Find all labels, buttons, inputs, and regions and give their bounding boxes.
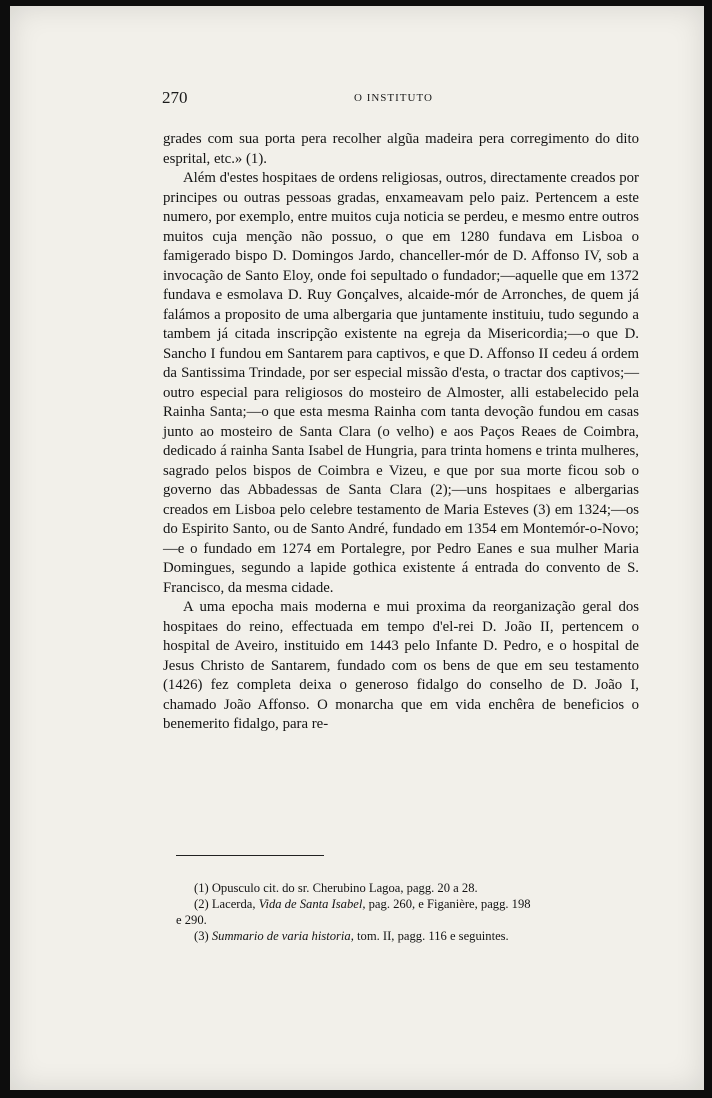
paragraph-later-epoch: A uma epocha mais moderna e mui proxima da reorganização geral dos hospitaes do reino, effectuada em tempo d'el-rei D. João II, pertencem o hospital de Aveiro, instituido em 1443 pelo Infante D. Pedro, e o hospital de Jesus Christo de Santarem, fundado com os bens de que em seu testamento (1426) fez completa deixa o generoso fidalgo do conselho de D. João I, chamado João Affonso. O monarcha que em vida enchêra de beneficios o benemerito fidalgo, para re- bbox=[163, 599, 639, 732]
footnote-2-prefix: (2) Lacerda, bbox=[194, 897, 259, 911]
footnote-3-prefix: (3) bbox=[194, 929, 212, 943]
paragraph-continuation: grades com sua porta pera recolher algũa madeira pera corregimento do dito esprital, etc.» (1). bbox=[163, 131, 639, 167]
book-page bbox=[10, 6, 704, 1090]
footnote-2-suffix: pag. 260, e Figanière, pagg. 198 bbox=[365, 897, 531, 911]
footnote-2-continuation: e 290. bbox=[176, 913, 207, 927]
footnote-2-title: Vida de Santa Isabel, bbox=[258, 897, 366, 911]
footnote-1: (1) Opusculo cit. do sr. Cherubino Lagoa, pagg. 20 a 28. bbox=[194, 881, 478, 895]
footnote-2 bbox=[176, 896, 636, 912]
running-title: O INSTITUTO bbox=[354, 92, 433, 104]
footnote-3-title: Summario de varia historia, bbox=[211, 929, 354, 943]
page-number: 270 bbox=[162, 88, 188, 107]
body-text bbox=[163, 130, 639, 735]
footnote-3 bbox=[176, 928, 636, 944]
page-header bbox=[10, 88, 704, 110]
footnotes bbox=[176, 880, 636, 944]
paragraph-hospitals-founders: Além d'estes hospitaes de ordens religiosas, outros, directamente creados por principes ou outras pessoas gradas, enxameavam pelo paiz. Pertencem a este numero, por exemplo, entre muitos cuja noticia se perdeu, e mesmo entre outros muitos cuja menção não possuo, o que em 1280 fundava em Lisboa o famigerado bispo D. Domingos Jardo, chanceller-mór de D. Affonso IV, sob a invocação de Santo Eloy, onde foi sepultado o fundador;—aquelle que em 1372 fundava e esmolava D. Ruy Gonçalves, alcaide-mór de Arronches, de quem já falámos a proposito de uma albergaria que juntamente instituiu, tudo segundo a tambem já citada inscripção existente na egreja da Misericordia;—o que D. Sancho I fundou em Santarem para captivos, e que D. Affonso II cedeu á ordem da Santissima Trindade, por ser especial missão d'esta, o tractar dos captivos;—outro especial para religiosos do mosteiro de Almoster, alli estabelecido pela Rainha Santa;—o que esta mesma Rainha com tanta devoção fundou em casas junto ao mosteiro de Santa Clara (o velho) e aos Paços Reaes de Coimbra, dedicado á rainha Santa Isabel de Hungria, para trinta homens e trinta mulheres, sagrado pelos bispos de Coimbra e Vizeu, e que por sua morte ficou sob o governo das Abbadessas de Santa Clara (2);—uns hospitaes e albergarias creados em Lisboa pelo celebre testamento de Maria Esteves (3) em 1324;—os do Espirito Santo, ou de Santo André, fundado em 1354 em Montemór-o-Novo;—e o fundado em 1274 em Portalegre, por Pedro Eanes e sua mulher Maria Domingues, segundo a lapide gothica existente á entrada do convento de S. Francisco, da mesma cidade. bbox=[163, 170, 639, 596]
footnote-separator bbox=[176, 855, 324, 856]
footnote-3-suffix: tom. II, pagg. 116 e seguintes. bbox=[353, 929, 509, 943]
